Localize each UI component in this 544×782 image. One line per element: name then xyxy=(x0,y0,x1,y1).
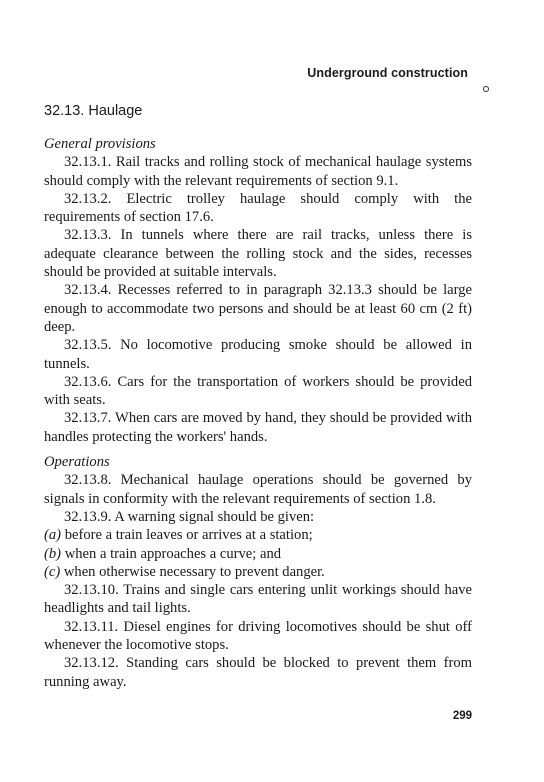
paragraph-32-13-6: 32.13.6. Cars for the transportation of workers should be provided with seats. xyxy=(44,373,472,409)
list-item-letter: (a) xyxy=(44,527,62,544)
paragraph-32-13-5: 32.13.5. No locomotive producing smoke should be allowed in tunnels. xyxy=(44,337,472,372)
page-body xyxy=(44,135,472,691)
paragraph-32-13-7: 32.13.7. When cars are moved by hand, they should be provided with handles protecting the workers' hands. xyxy=(44,410,472,445)
section-title: 32.13. Haulage xyxy=(44,103,143,119)
list-item-letter: (c) xyxy=(44,563,61,580)
list-item-text: when a train approaches a curve; and xyxy=(64,545,282,562)
subheading-general-provisions: General provisions xyxy=(44,136,156,152)
paragraph-32-13-12: 32.13.12. Standing cars should be blocked to prevent them from running away. xyxy=(44,655,472,690)
list-item-letter: (b) xyxy=(44,545,62,562)
list-item-text: when otherwise necessary to prevent danger. xyxy=(63,563,325,580)
paragraph-32-13-4: 32.13.4. Recesses referred to in paragraph 32.13.3 should be large enough to accommodate two persons and should be at least 60 cm (2 ft) deep. xyxy=(44,282,472,335)
page-number: 299 xyxy=(452,710,472,722)
margin-dot-mark xyxy=(483,86,489,92)
paragraph-32-13-10: 32.13.10. Trains and single cars entering unlit workings should have headlights and tail lights. xyxy=(44,582,472,617)
list-item xyxy=(44,526,472,544)
subheading-operations: Operations xyxy=(44,454,110,471)
paragraph-32-13-2: 32.13.2. Electric trolley haulage should comply with the requirements of section 17.6. xyxy=(44,190,472,226)
list-item xyxy=(44,563,472,581)
paragraph-32-13-11: 32.13.11. Diesel engines for driving locomotives should be shut off whenever the locomotive stops. xyxy=(44,618,472,654)
running-head: Underground construction xyxy=(307,66,468,80)
paragraph-32-13-3: 32.13.3. In tunnels where there are rail tracks, unless there is adequate clearance between the rolling stock and the sides, recesses should be provided at suitable intervals. xyxy=(44,227,472,281)
list-item xyxy=(44,545,472,563)
list-item-text: before a train leaves or arrives at a station; xyxy=(64,527,313,544)
paragraph-32-13-8: 32.13.8. Mechanical haulage operations should be governed by signals in conformity with the relevant requirements of section 1.8. xyxy=(44,472,472,507)
paragraph-32-13-9: 32.13.9. A warning signal should be given: xyxy=(64,508,315,525)
paragraph-32-13-1: 32.13.1. Rail tracks and rolling stock of mechanical haulage systems should comply with the relevant requirements of section 9.1. xyxy=(44,154,472,189)
